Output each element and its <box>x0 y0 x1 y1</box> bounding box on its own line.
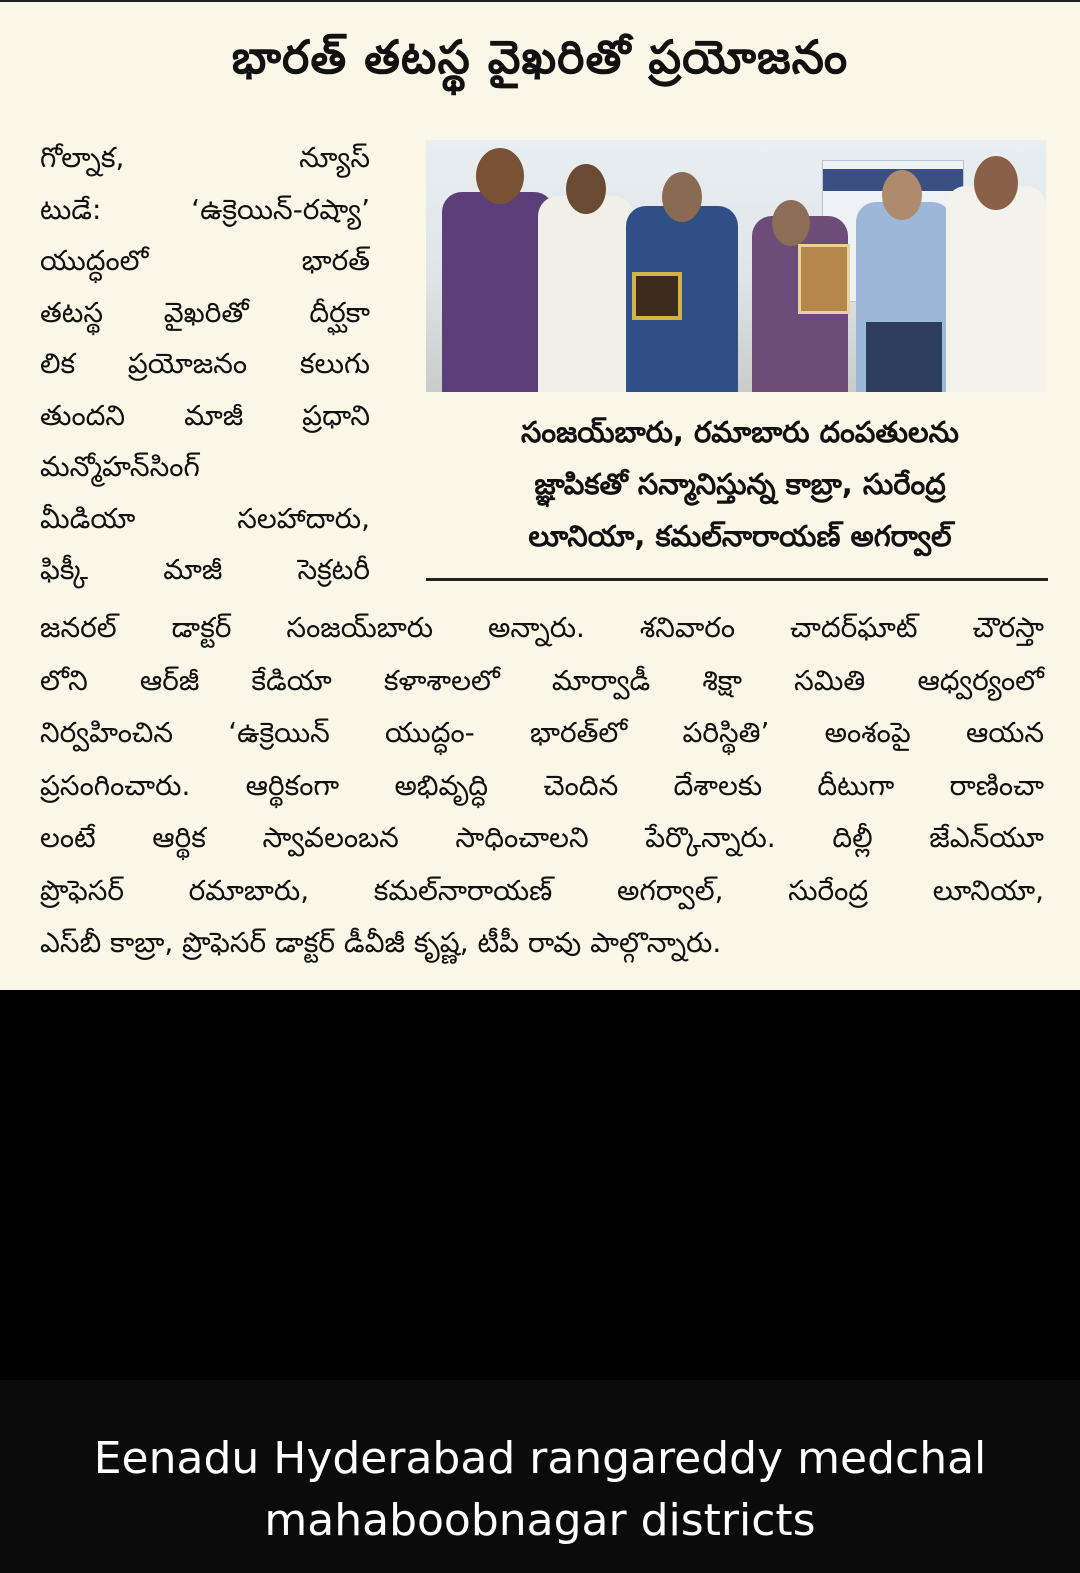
person-figure <box>538 196 634 392</box>
body-line: నిర్వహించిన ‘ఉక్రెయిన్ యుద్ధం- భారత్‌లో పరిస్థితి’ అంశంపై ఆయన <box>40 716 1044 749</box>
person-head <box>662 172 702 222</box>
body-line: లంటే ఆర్థిక స్వావలంబన సాధించాలని పేర్కొన్నారు. దిల్లీ జేఎన్‌యూ <box>40 821 1044 854</box>
caption-line: సంజయ్‌బారు, రమాబారు దంపతులను <box>521 415 959 449</box>
lead-line: యుద్ధంలో భారత్ <box>40 244 370 277</box>
caption-divider <box>426 578 1048 581</box>
lead-line: లిక ప్రయోజనం కలుగు <box>40 347 370 380</box>
lead-line: గోల్నాక, న్యూస్ <box>40 141 370 174</box>
source-caption <box>0 1380 1080 1573</box>
award-ceremony-photo <box>426 140 1046 392</box>
caption-line: లూనియా, కమల్‌నారాయణ్ అగర్వాల్ <box>528 519 952 553</box>
caption-line: జ్ఞాపికతో సన్మానిస్తున్న కాబ్రా, సురేంద్ర <box>534 467 946 501</box>
body-line: జనరల్ డాక్టర్ సంజయ్‌బారు అన్నారు. శనివారం చాదర్‌ఘాట్ చౌరస్తా <box>40 611 1044 644</box>
body-line: ప్రసంగించారు. ఆర్థికంగా అభివృద్ధి చెందిన దేశాలకు దీటుగా రాణించా <box>40 768 1044 802</box>
lead-line: తటస్థ వైఖరితో దీర్ఘకా <box>40 295 370 329</box>
person-figure <box>946 186 1046 392</box>
lead-line: మన్మోహన్‌సింగ్ <box>40 450 200 483</box>
person-head <box>974 156 1018 210</box>
person-trousers <box>866 322 942 392</box>
empty-area <box>0 990 1080 1380</box>
body-line: లోని ఆర్‌జీ కేడియా కళాశాలలో మార్వాడీ శిక్షా సమితి ఆధ్వర్యంలో <box>40 663 1044 697</box>
plaque-award <box>632 272 682 320</box>
lead-line: తుందని మాజీ ప్రధాని <box>40 398 370 432</box>
person-head <box>772 200 810 246</box>
body-line: ప్రొఫెసర్ రమాబారు, కమల్‌నారాయణ్ అగర్వాల్, సురేంద్ర లూనియా, <box>40 873 1044 907</box>
source-line-1: Eenadu Hyderabad rangareddy medchal <box>93 1433 987 1484</box>
person-head <box>566 164 606 214</box>
lead-line: ఫిక్కీ మాజీ సెక్రటరీ <box>40 553 370 586</box>
photo-caption <box>432 406 1048 562</box>
lead-line: టుడే: ‘ఉక్రెయిన్-రష్యా’ <box>40 192 370 226</box>
article-body <box>40 602 1044 970</box>
person-head <box>476 148 524 204</box>
lead-paragraph <box>40 132 370 596</box>
headline: భారత్ తటస్థ వైఖరితో ప్రయోజనం <box>231 30 849 84</box>
memento-award <box>798 244 850 314</box>
body-line: ఎస్‌బీ కాబ్రా, ప్రొఫెసర్ డాక్టర్ డీవీజీ కృష్ణ, టీపీ రావు పాల్గొన్నారు. <box>40 926 722 959</box>
source-line-2: mahaboobnagar districts <box>264 1495 816 1546</box>
person-head <box>882 170 922 220</box>
lead-line: మీడియా సలహాదారు, <box>40 501 370 535</box>
